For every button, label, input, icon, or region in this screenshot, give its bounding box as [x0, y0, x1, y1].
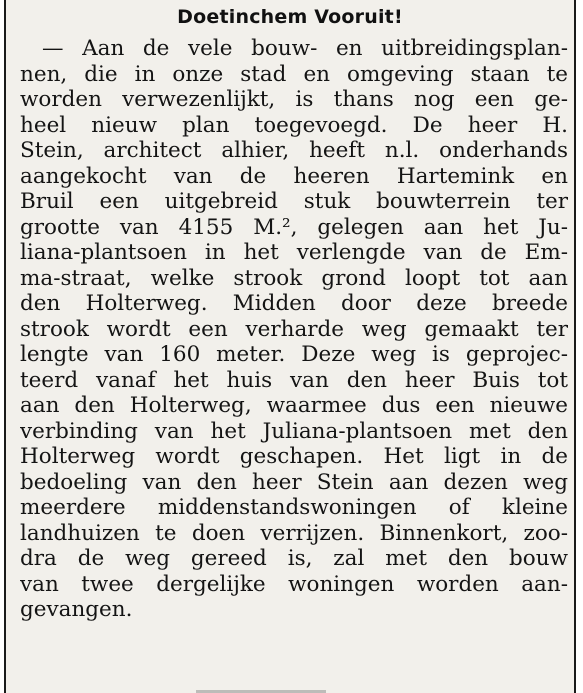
article-line: den Holterweg. Midden door deze breede: [20, 291, 568, 316]
article-line: teerd vanaf het huis van den heer Buis tot: [20, 367, 568, 393]
article-line: strook wordt een verharde weg gemaakt ter: [20, 316, 568, 342]
article-line: verbinding van het Juliana-plantsoen met den: [20, 418, 568, 444]
article-line: grootte van 4155 M.², gelegen aan het Ju-: [20, 214, 568, 240]
article-body: [20, 36, 568, 623]
article-line: nen, die in onze stad en omgeving staan te: [20, 61, 568, 87]
article-line: gevangen.: [20, 597, 133, 622]
article-line: Holterweg wordt geschapen. Het ligt in de: [20, 444, 568, 469]
newspaper-clipping: [4, 0, 576, 693]
article-line: worden verwezenlijkt, is thans nog een ge-: [20, 87, 568, 112]
article-line: liana-plantsoen in het verlengde van de Em-: [20, 240, 568, 265]
article-line: lengte van 160 meter. Deze weg is geprojec-: [20, 342, 568, 367]
article-line: Stein, architect alhier, heeft n.l. onderhands: [20, 138, 568, 163]
article-line: — Aan de vele bouw- en uitbreidingsplan-: [42, 36, 568, 61]
article-line: meerdere middenstandswoningen of kleine: [20, 495, 568, 520]
article-line: Bruil een uitgebreid stuk bouwterrein ter: [20, 189, 568, 214]
article-line: aan den Holterweg, waarmee dus een nieuwe: [20, 393, 568, 418]
article-line: dra de weg gereed is, zal met den bouw: [20, 546, 568, 571]
article-line: van twee dergelijke woningen worden aan-: [20, 571, 568, 597]
article-line: landhuizen te doen verrijzen. Binnenkort, zoo-: [20, 520, 568, 546]
article-line: bedoeling van den heer Stein aan dezen weg: [20, 469, 568, 495]
article-line: heel nieuw plan toegevoegd. De heer H.: [20, 112, 568, 138]
article-line: aangekocht van de heeren Hartemink en: [20, 163, 568, 189]
article-line: ma-straat, welke strook grond loopt tot aan: [20, 265, 568, 291]
article-headline: Doetinchem Vooruit!: [177, 6, 403, 28]
